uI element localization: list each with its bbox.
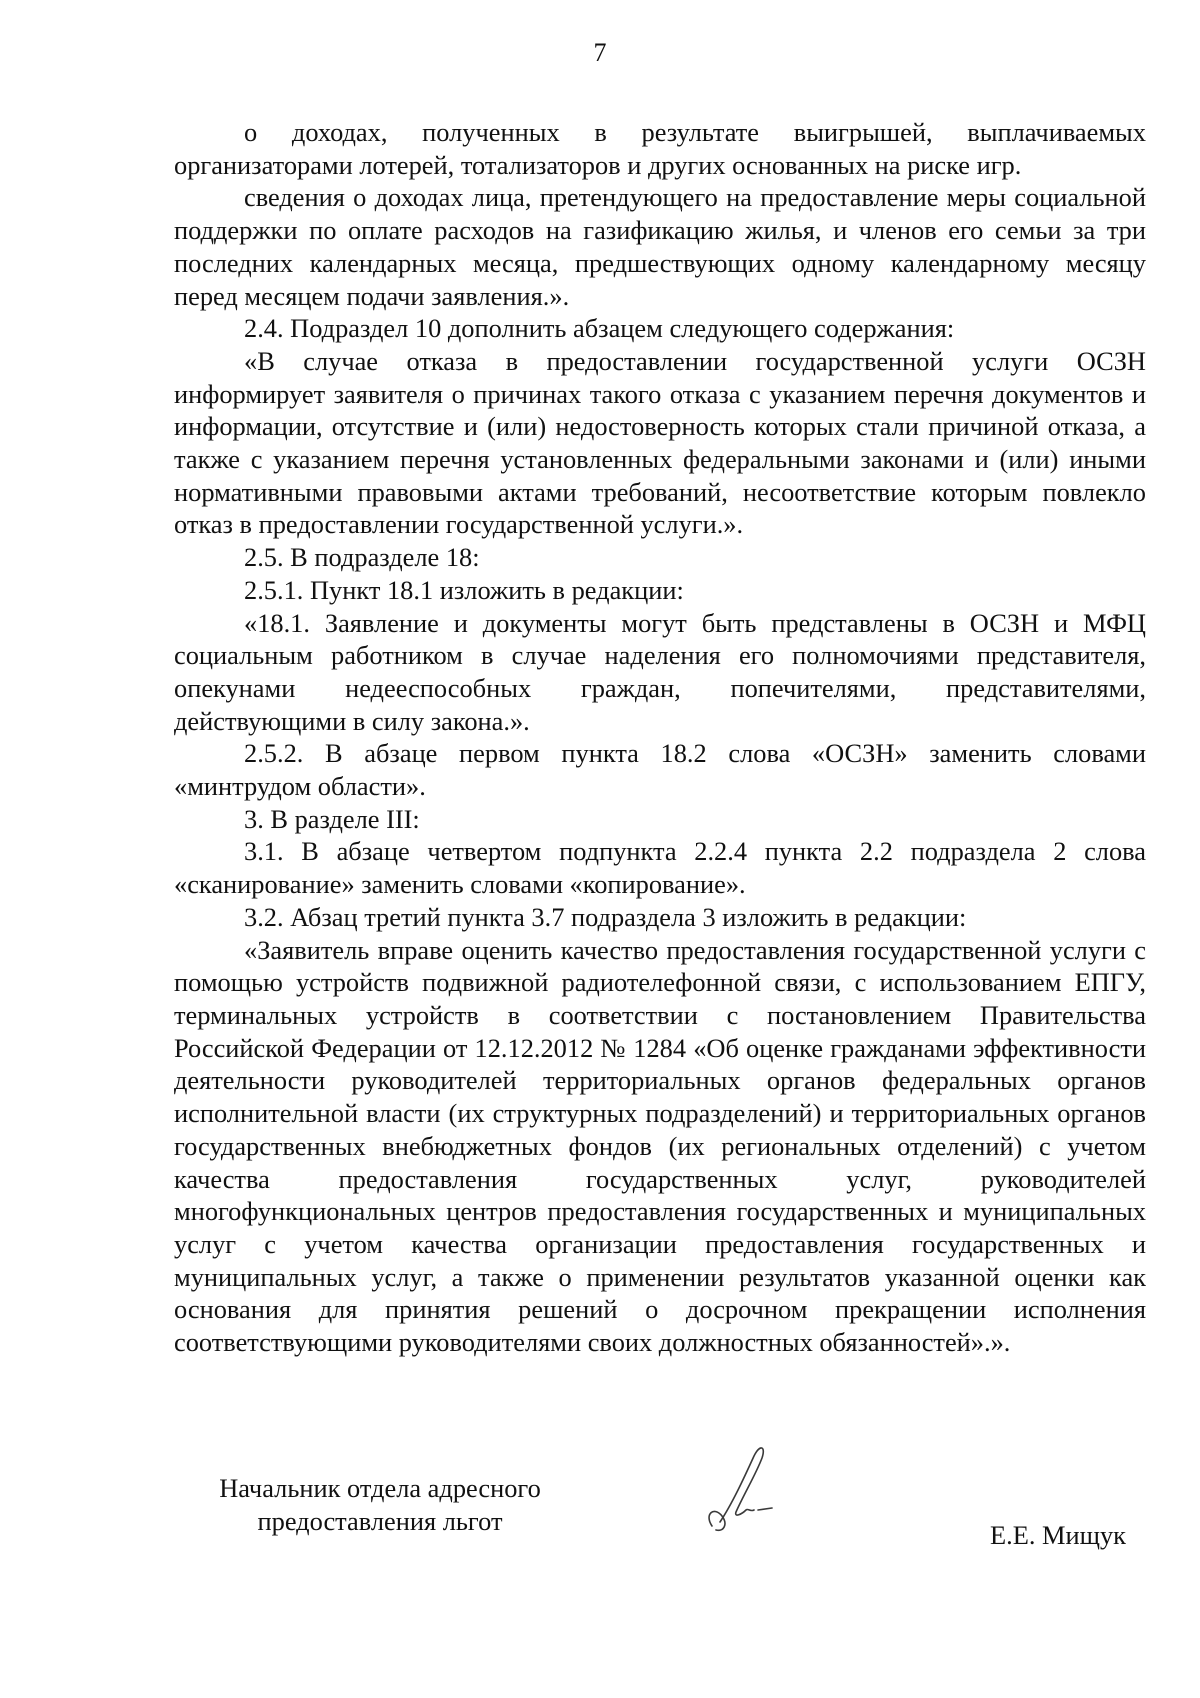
paragraph-18-1-quote: «18.1. Заявление и документы могут быть представлены в ОСЗН и МФЦ социальным работником в случае наделения его полномочиями представителя, опекунами недееспособных граждан, попечителями, представителями, действующими в силу закона.». (174, 607, 1146, 736)
signature-block (0, 1472, 1200, 1592)
signer-name: Е.Е. Мищук (990, 1520, 1126, 1550)
paragraph-income-info: сведения о доходах лица, претендующего на предоставление меры социальной поддержки по оплате расходов на газификацию жилья, и членов его семьи за три последних календарных месяца, предшествующих одному календарному месяцу перед месяцем подачи заявления.». (174, 182, 1146, 311)
paragraph-quality-assessment-quote: «Заявитель вправе оценить качество предоставления государственной услуги с помощью устройств подвижной радиотелефонной связи, с использованием ЕПГУ, терминальных устройств в соответствии с постановлением Правительства Российской Федерации от 12.12.2012 № 1284 «Об оценке гражданами эффективности деятельности руководителей территориальных органов федеральных органов исполнительной власти (их структурных подразделений) и территориальных органов государственных внебюджетных фондов (их региональных отделений) с учетом качества предоставления государственных услуг, руководителей многофункциональных центров предоставления государственных и муниципальных услуг с учетом качества организации предоставления государственных и муниципальных услуг, а также о применении результатов указанной оценки как основания для принятия решений о досрочном прекращении исполнения соответствующими руководителями своих должностных обязанностей».». (174, 934, 1146, 1358)
paragraph-2-4: 2.4. Подраздел 10 дополнить абзацем следующего содержания: (244, 313, 955, 344)
handwritten-signature (684, 1434, 794, 1544)
paragraph-lottery-income: о доходах, полученных в результате выигрышей, выплачиваемых организаторами лотерей, тотализаторов и других основанных на риске игр. (174, 117, 1146, 180)
signer-title (190, 1472, 570, 1538)
page-number: 7 (593, 38, 607, 67)
paragraph-refusal-quote: «В случае отказа в предоставлении государственной услуги ОСЗН информирует заявителя о причинах такого отказа с указанием перечня документов и информации, отсутствие и (или) недостоверность которых стали причиной отказа, а также с указанием перечня установленных федеральными законами и (или) иными нормативными правовыми актами требований, несоответствие которым повлекло отказ в предоставлении государственной услуги.». (174, 345, 1146, 540)
document-body (174, 116, 1146, 1359)
paragraph-3: 3. В разделе III: (244, 803, 420, 834)
paragraph-2-5-1: 2.5.1. Пункт 18.1 изложить в редакции: (244, 574, 684, 605)
paragraph-3-1: 3.1. В абзаце четвертом подпункта 2.2.4 пункта 2.2 подраздела 2 слова «сканирование» заменить словами «копирование». (174, 836, 1146, 900)
signer-title-line-2: предоставления льгот (257, 1506, 503, 1536)
paragraph-3-2: 3.2. Абзац третий пункта 3.7 подраздела 3 изложить в редакции: (244, 901, 967, 932)
signer-title-line-1: Начальник отдела адресного (219, 1473, 541, 1503)
paragraph-2-5-2: 2.5.2. В абзаце первом пункта 18.2 слова «ОСЗН» заменить словами «минтрудом области». (174, 738, 1146, 802)
paragraph-2-5: 2.5. В подразделе 18: (244, 542, 480, 573)
